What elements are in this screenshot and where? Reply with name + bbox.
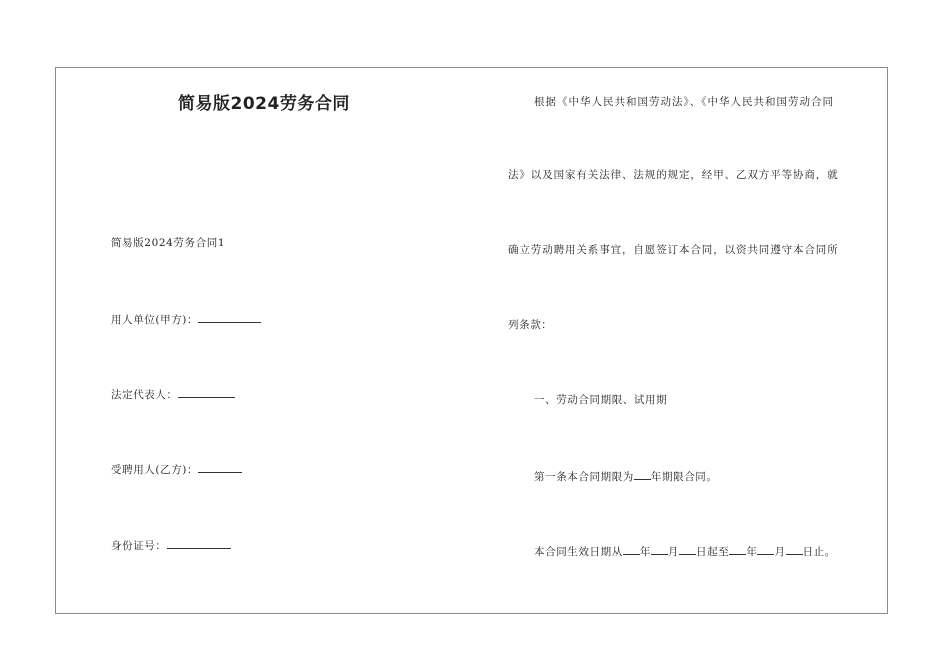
end-year-unit: 年 [746,546,758,558]
preamble-line-2: 法》以及国家有关法律、法规的规定，经甲、乙双方平等协商，就 [508,169,839,181]
preamble-line-4: 列条款： [508,319,553,331]
end-day-unit: 日止。 [802,546,836,558]
start-year-unit: 年 [639,546,651,558]
start-day-blank [679,543,696,555]
article-1-suffix: 年期限合同。 [650,471,718,483]
end-month-unit: 月 [774,546,786,558]
party-a-label: 用人单位(甲方)： [111,314,199,326]
legal-rep-line [111,386,235,402]
party-a-line [111,311,261,327]
party-b-label: 受聘用人(乙方)： [111,464,199,476]
start-month-unit: 月 [667,546,680,558]
end-month-blank [757,543,774,555]
party-b-line [111,461,242,477]
preamble-line-3: 确立劳动聘用关系事宜，自愿签订本合同，以资共同遵守本合同所 [508,244,839,256]
article-1-prefix: 第一条本合同期限为 [534,471,634,483]
start-year-blank [623,543,640,555]
legal-rep-label: 法定代表人： [111,389,178,401]
id-number-label: 身份证号： [111,540,167,552]
id-number-blank [167,537,231,549]
end-day-blank [786,543,803,555]
section-1-heading: 一、劳动合同期限、试用期 [534,394,668,406]
party-b-blank [198,461,242,473]
page-frame [55,67,888,614]
preamble-line-1: 根据《中华人民共和国劳动法》、《中华人民共和国劳动合同 [534,96,834,108]
document-title: 简易版2024劳务合同 [178,94,350,114]
id-number-line [111,537,231,553]
party-a-blank [198,311,261,323]
contract-years-blank [634,468,651,480]
start-day-unit: 日起至 [696,546,730,558]
end-year-blank [729,543,746,555]
document-subtitle: 简易版2024劳务合同1 [111,237,226,249]
effective-date-line [534,543,836,559]
article-1-line [534,468,718,484]
legal-rep-blank [178,386,235,398]
effective-prefix: 本合同生效日期从 [534,546,623,558]
start-month-blank [651,543,668,555]
